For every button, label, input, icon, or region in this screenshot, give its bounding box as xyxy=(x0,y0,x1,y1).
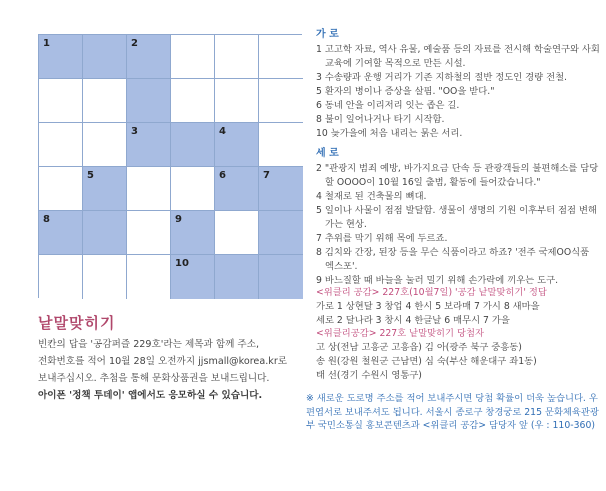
clue-item: 10 늦가을에 처음 내리는 묽은 서리. xyxy=(316,128,463,139)
crossword-cell-shaded xyxy=(83,211,127,255)
crossword-cell xyxy=(39,123,83,167)
clue-item: 7 추위를 막기 위해 목에 두르죠. xyxy=(316,233,448,244)
crossword-cell xyxy=(127,255,171,299)
clue-number: 3 xyxy=(131,126,138,137)
clue-item: 3 수송량과 운행 거리가 기존 지하철의 절반 정도인 경량 전철. xyxy=(316,72,568,83)
instructions-line: 보내주십시오. 추첨을 통해 문화상품권을 보내드립니다. xyxy=(38,373,270,384)
crossword-cell-shaded xyxy=(127,123,171,167)
crossword-cell-shaded xyxy=(127,35,171,79)
crossword-cell-shaded xyxy=(39,35,83,79)
crossword-cell-shaded xyxy=(171,123,215,167)
clue-item: 1 고고학 자료, 역사 유물, 예술품 등의 자료를 전시해 학술연구와 사회 교육에 기여할 목적으로 만든 시설. xyxy=(316,44,600,69)
instructions-line: 전화번호를 적어 10월 28일 오전까지 jjsmall@korea.kr로 xyxy=(38,356,288,367)
answers-across: 가로 1 상현달 3 창업 4 한시 5 보라매 7 가시 8 새마을 xyxy=(316,300,540,312)
crossword-cell-shaded xyxy=(215,167,259,211)
clue-item: 5 환자의 병이나 증상을 살핌. "OO을 받다." xyxy=(316,86,495,97)
notice-mark: ※ xyxy=(306,393,314,404)
answers-down: 세로 2 달나라 3 창시 4 한글날 6 매무시 7 가을 xyxy=(316,314,510,326)
winner-line: 고 상(전남 고흥군 고흥읍) 김 아(광주 북구 중흥동) xyxy=(316,342,522,354)
clue-item: 9 바느질할 때 바늘을 눌러 밀기 위해 손가락에 끼우는 도구. xyxy=(316,275,559,286)
clue-number: 10 xyxy=(175,258,189,269)
clue-number: 2 xyxy=(131,38,138,49)
crossword-cell xyxy=(39,255,83,299)
clue-item: 5 일이나 사물이 점점 발달함. 생물이 생명의 기원 이후부터 점점 변해 가는 현상. xyxy=(316,205,597,230)
crossword-cell xyxy=(215,35,259,79)
crossword-puzzle xyxy=(38,34,302,298)
crossword-cell xyxy=(171,167,215,211)
clue-number: 1 xyxy=(43,38,50,49)
crossword-cell xyxy=(215,79,259,123)
crossword-grid xyxy=(38,34,302,298)
app-notice: 아이폰 '정책 투데이' 앱에서도 응모하실 수 있습니다. xyxy=(38,390,263,401)
instructions-line: 빈칸의 답을 '공감퍼즐 229호'라는 제목과 함께 주소, xyxy=(38,339,260,350)
clue-number: 8 xyxy=(43,214,50,225)
winner-line: 송 원(강원 철원군 근남면) 심 숙(부산 해운대구 좌1동) xyxy=(316,355,537,367)
crossword-cell xyxy=(259,35,303,79)
crossword-cell xyxy=(215,211,259,255)
crossword-cell-shaded xyxy=(215,123,259,167)
crossword-cell xyxy=(127,167,171,211)
mailing-notice xyxy=(306,392,601,433)
down-clues xyxy=(316,162,601,288)
crossword-cell-shaded xyxy=(83,167,127,211)
crossword-cell-shaded xyxy=(259,167,303,211)
clue-item: 2 "관광지 범죄 예방, 바가지요금 단속 등 관광객들의 불편해소를 담당할 OOOO이 10월 16일 출범, 활동에 들어갔습니다." xyxy=(316,163,599,188)
clue-number: 4 xyxy=(219,126,226,137)
crossword-cell xyxy=(259,123,303,167)
clue-number: 6 xyxy=(219,170,226,181)
answers-header: <위클리 공감> 227호(10월7일) '공감 낱말맞히기' 정답 xyxy=(316,287,547,298)
crossword-cell xyxy=(259,79,303,123)
clue-item: 4 철재로 된 건축물의 뼈대. xyxy=(316,191,427,202)
crossword-cell xyxy=(83,123,127,167)
crossword-cell xyxy=(39,167,83,211)
crossword-cell-shaded xyxy=(127,79,171,123)
clue-number: 7 xyxy=(263,170,270,181)
crossword-cell-shaded xyxy=(259,211,303,255)
winners-header: <위클리공감> 227호 낱말맞히기 당첨자 xyxy=(316,328,484,340)
crossword-cell-shaded xyxy=(259,255,303,299)
crossword-cell-shaded xyxy=(171,211,215,255)
winner-line: 태 선(경기 수원시 영통구) xyxy=(316,369,422,381)
notice-text: 새로운 도로명 주소를 적어 보내주시면 당첨 확률이 더욱 높습니다. 우편엽서로 보내주셔도 됩니다. 서울시 종로구 창경궁로 215 문화체육관광부 국민소통실 홍보콘텐츠과 <위클리 공감> 담당자 앞 (우 : 110-360) xyxy=(306,393,599,432)
crossword-cell-shaded xyxy=(215,255,259,299)
crossword-cell-shaded xyxy=(39,211,83,255)
puzzle-title: 낱말맞히기 xyxy=(38,314,116,332)
crossword-cell xyxy=(39,79,83,123)
crossword-cell xyxy=(83,255,127,299)
clue-number: 9 xyxy=(175,214,182,225)
crossword-cell-shaded xyxy=(171,255,215,299)
clue-item: 8 불이 일어나거나 타기 시작함. xyxy=(316,114,445,125)
across-heading: 가 로 xyxy=(316,29,339,40)
crossword-cell xyxy=(171,79,215,123)
crossword-cell-shaded xyxy=(83,35,127,79)
entry-instructions xyxy=(38,336,308,404)
clue-item: 8 김치와 간장, 된장 등을 무슨 식품이라고 하죠? '전주 국제OO식품 엑스포'. xyxy=(316,247,590,272)
across-clues xyxy=(316,43,601,141)
crossword-cell xyxy=(171,35,215,79)
down-heading: 세 로 xyxy=(316,148,339,159)
crossword-cell xyxy=(83,79,127,123)
clue-item: 6 동네 안을 이리저리 잇는 좁은 길. xyxy=(316,100,460,111)
crossword-cell xyxy=(127,211,171,255)
clue-number: 5 xyxy=(87,170,94,181)
clue-section xyxy=(316,28,601,294)
previous-answers xyxy=(316,286,601,383)
